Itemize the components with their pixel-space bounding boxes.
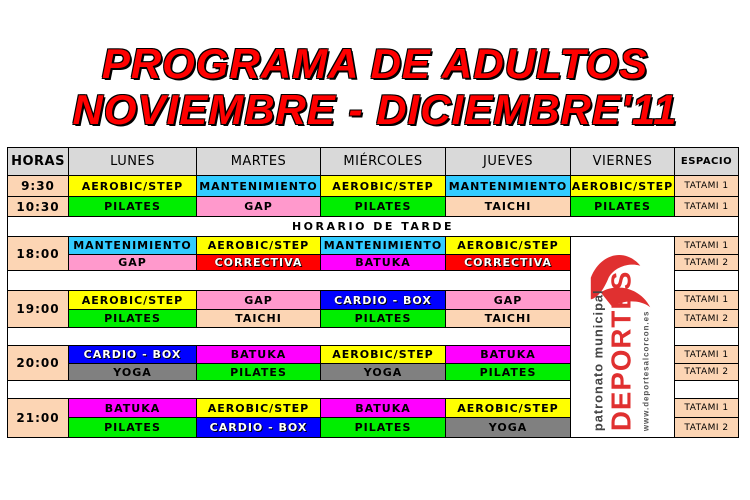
blank-row xyxy=(7,380,571,399)
blank-row xyxy=(7,270,571,291)
logo-line1: patronato municipal xyxy=(590,289,606,432)
space-cell: TATAMI 1 xyxy=(674,398,739,418)
page-title-line1: PROGRAMA DE ADULTOS xyxy=(101,40,649,87)
activity-cell: MANTENIMIENTO xyxy=(320,236,446,255)
activity-cell: CARDIO - BOX xyxy=(68,345,197,364)
activity-cell: CORRECTIVA xyxy=(445,254,571,271)
activity-cell: BATUKA xyxy=(68,398,197,418)
header-espacio: ESPACIO xyxy=(674,147,739,176)
patronato-logo xyxy=(571,237,674,437)
activity-cell: MANTENIMIENTO xyxy=(196,175,321,197)
activity-cell: AEROBIC/STEP xyxy=(445,236,571,255)
activity-cell: YOGA xyxy=(68,363,197,381)
space-cell: TATAMI 2 xyxy=(674,363,739,381)
activity-cell: PILATES xyxy=(570,196,675,217)
activity-cell: AEROBIC/STEP xyxy=(196,398,321,418)
activity-cell: PILATES xyxy=(68,196,197,217)
activity-cell: AEROBIC/STEP xyxy=(68,290,197,310)
blank-row xyxy=(674,270,739,291)
activity-cell: GAP xyxy=(68,254,197,271)
activity-cell: CARDIO - BOX xyxy=(320,290,446,310)
activity-cell: AEROBIC/STEP xyxy=(320,345,446,364)
header-martes: MARTES xyxy=(196,147,321,176)
activity-cell: YOGA xyxy=(320,363,446,381)
time-cell: 21:00 xyxy=(7,398,69,438)
activity-cell: MANTENIMIENTO xyxy=(445,175,571,197)
space-cell: TATAMI 1 xyxy=(674,196,739,217)
space-cell: TATAMI 1 xyxy=(674,236,739,255)
activity-cell: PILATES xyxy=(320,196,446,217)
activity-cell: PILATES xyxy=(68,309,197,328)
space-cell: TATAMI 1 xyxy=(674,345,739,364)
blank-row xyxy=(674,380,739,399)
time-cell: 18:00 xyxy=(7,236,69,271)
logo-panel xyxy=(570,236,675,438)
activity-cell: AEROBIC/STEP xyxy=(445,398,571,418)
header-jueves: JUEVES xyxy=(445,147,571,176)
space-cell: TATAMI 1 xyxy=(674,290,739,310)
activity-cell: TAICHI xyxy=(445,196,571,217)
time-cell: 20:00 xyxy=(7,345,69,381)
space-cell: TATAMI 2 xyxy=(674,417,739,438)
time-cell: 10:30 xyxy=(7,196,69,217)
space-cell: TATAMI 2 xyxy=(674,254,739,271)
activity-cell: BATUKA xyxy=(445,345,571,364)
activity-cell: CORRECTIVA xyxy=(196,254,321,271)
activity-cell: TAICHI xyxy=(196,309,321,328)
activity-cell: GAP xyxy=(196,290,321,310)
activity-cell: BATUKA xyxy=(320,398,446,418)
afternoon-label: HORARIO DE TARDE xyxy=(7,216,739,237)
activity-cell: AEROBIC/STEP xyxy=(196,236,321,255)
activity-cell: GAP xyxy=(445,290,571,310)
activity-cell: PILATES xyxy=(320,417,446,438)
space-cell: TATAMI 1 xyxy=(674,175,739,197)
space-cell: TATAMI 2 xyxy=(674,309,739,328)
activity-cell: CARDIO - BOX xyxy=(196,417,321,438)
activity-cell: AEROBIC/STEP xyxy=(320,175,446,197)
activity-cell: PILATES xyxy=(196,363,321,381)
blank-row xyxy=(674,327,739,346)
time-cell: 9:30 xyxy=(7,175,69,197)
activity-cell: BATUKA xyxy=(196,345,321,364)
activity-cell: PILATES xyxy=(445,363,571,381)
activity-cell: TAICHI xyxy=(445,309,571,328)
blank-row xyxy=(7,327,571,346)
logo-line2: DEPORTES xyxy=(605,270,637,432)
header-viernes: VIERNES xyxy=(570,147,675,176)
activity-cell: PILATES xyxy=(68,417,197,438)
activity-cell: GAP xyxy=(196,196,321,217)
activity-cell: YOGA xyxy=(445,417,571,438)
activity-cell: AEROBIC/STEP xyxy=(570,175,675,197)
header-miercoles: MIÉRCOLES xyxy=(320,147,446,176)
page-title-line2: NOVIEMBRE - DICIEMBRE'11 xyxy=(72,86,678,133)
time-cell: 19:00 xyxy=(7,290,69,328)
header-horas: HORAS xyxy=(7,147,69,176)
header-lunes: LUNES xyxy=(68,147,197,176)
activity-cell: BATUKA xyxy=(320,254,446,271)
activity-cell: AEROBIC/STEP xyxy=(68,175,197,197)
activity-cell: PILATES xyxy=(320,309,446,328)
activity-cell: MANTENIMIENTO xyxy=(68,236,197,255)
logo-line3: www.deportesalcorcon.es xyxy=(641,310,651,432)
